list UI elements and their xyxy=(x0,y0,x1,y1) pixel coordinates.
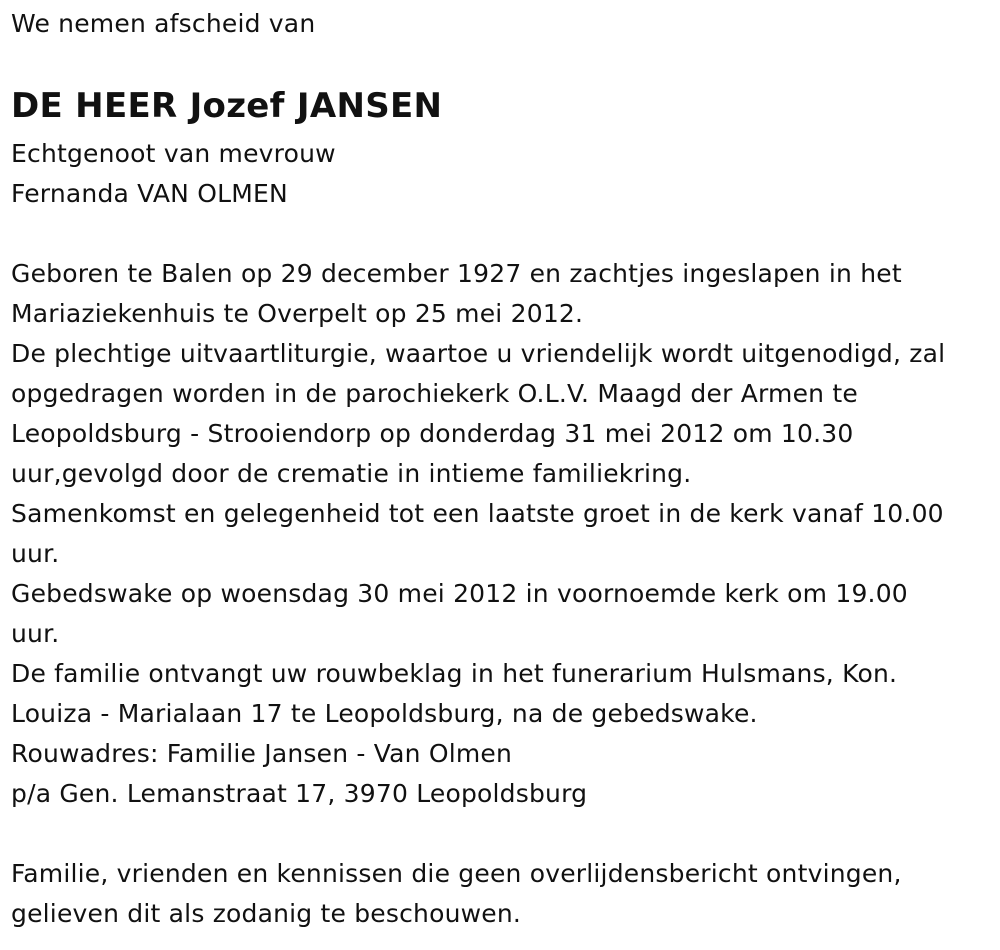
body-line: Geboren te Balen op 29 december 1927 en zachtjes ingeslapen in het xyxy=(11,259,902,288)
body-line: De plechtige uitvaartliturgie, waartoe u vriendelijk wordt uitgenodigd, zal xyxy=(11,339,946,368)
closing-line: Familie, vrienden en kennissen die geen overlijdensbericht ontvingen, xyxy=(11,859,902,888)
body-line: Louiza - Marialaan 17 te Leopoldsburg, na de gebedswake. xyxy=(11,699,758,728)
body-line: Mariaziekenhuis te Overpelt op 25 mei 2012. xyxy=(11,299,584,328)
intro-text-block xyxy=(11,4,315,44)
body-line: Rouwadres: Familie Jansen - Van Olmen xyxy=(11,739,513,768)
body-line: Leopoldsburg - Strooiendorp op donderdag 31 mei 2012 om 10.30 xyxy=(11,419,854,448)
body-line: Samenkomst en gelegenheid tot een laatste groet in de kerk vanaf 10.00 xyxy=(11,499,944,528)
body-line: opgedragen worden in de parochiekerk O.L.V. Maagd der Armen te xyxy=(11,379,858,408)
body-line: De familie ontvangt uw rouwbeklag in het funerarium Hulsmans, Kon. xyxy=(11,659,898,688)
closing-block xyxy=(11,854,902,934)
closing-line: gelieven dit als zodanig te beschouwen. xyxy=(11,899,522,928)
spouse-line: Echtgenoot van mevrouw xyxy=(11,139,336,168)
body-line: uur. xyxy=(11,619,60,648)
body-line: uur. xyxy=(11,539,60,568)
spouse-block xyxy=(11,134,336,214)
spouse-name-line: Fernanda VAN OLMEN xyxy=(11,179,288,208)
body-line: Gebedswake op woensdag 30 mei 2012 in voornoemde kerk om 19.00 xyxy=(11,579,908,608)
notice-body xyxy=(11,254,945,814)
deceased-name: DE HEER Jozef JANSEN xyxy=(11,86,443,126)
body-line: p/a Gen. Lemanstraat 17, 3970 Leopoldsburg xyxy=(11,779,588,808)
body-line: uur,gevolgd door de crematie in intieme familiekring. xyxy=(11,459,692,488)
intro-line: We nemen afscheid van xyxy=(11,9,316,38)
